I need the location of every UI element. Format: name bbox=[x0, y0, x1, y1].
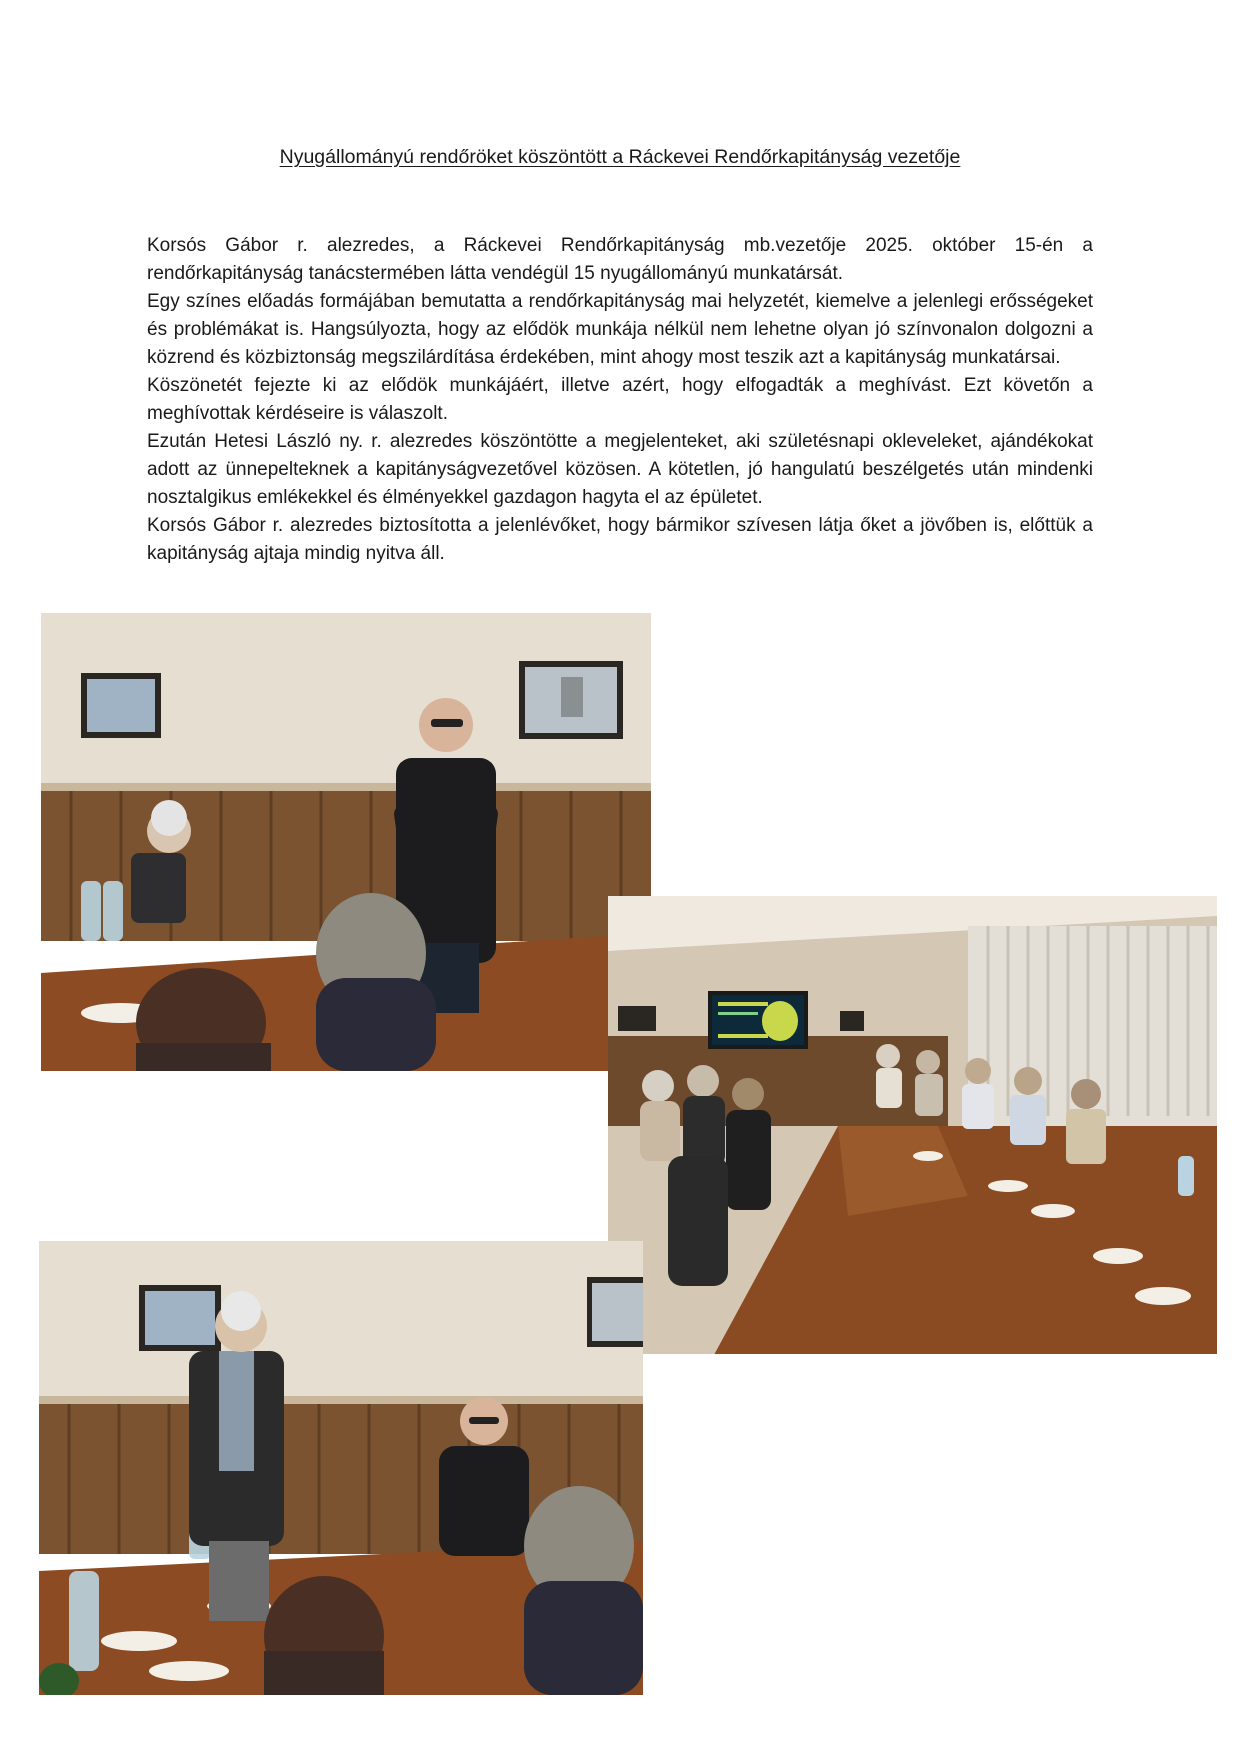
paragraph: Egy színes előadás formájában bemutatta a rendőrkapitányság mai helyzetét, kiemelve a jelenlegi erősségeket és problémákat is. Hangsúlyozta, hogy az elődök munkája nélkül nem lehetne olyan jó színvonalon dolgozni a közrend és közbiztonság megszilárdítása érdekében, mint ahogy most teszik azt a kapitányság munkatársai. bbox=[147, 291, 1093, 368]
paragraph: Ezután Hetesi László ny. r. alezredes köszöntötte a megjelenteket, aki születésnapi okleveleket, ajándékokat adott az ünnepelteknek a kapitányságvezetővel közösen. A kötetlen, jó hangulatú beszélgetés után mindenki nosztalgikus emlékekkel és élményekkel gazdagon hagyta el az épületet. bbox=[147, 431, 1093, 508]
paragraph: Köszönetét fejezte ki az elődök munkájáért, illetve azért, hogy elfogadták a meghívást. Ezt követőn a meghívottak kérdéseire is válaszolt. bbox=[147, 375, 1093, 424]
page-title: Nyugállományú rendőröket köszöntött a Ráckevei Rendőrkapitányság vezetője bbox=[279, 146, 961, 168]
photo-conference-room bbox=[608, 896, 1217, 1354]
paragraph: Korsós Gábor r. alezredes biztosította a jelenlévőket, hogy bármikor szívesen látja őket a jövőben is, előttük a kapitányság ajtaja mindig nyitva áll. bbox=[147, 515, 1093, 564]
photo-commander-speaking bbox=[41, 613, 651, 1071]
paragraph: Korsós Gábor r. alezredes, a Ráckevei Rendőrkapitányság mb.vezetője 2025. október 15-én a rendőrkapitányság tanácstermében látta vendégül 15 nyugállományú munkatársát. bbox=[147, 235, 1093, 284]
photo-retiree-speaking bbox=[39, 1241, 643, 1695]
article-body bbox=[147, 232, 1093, 568]
